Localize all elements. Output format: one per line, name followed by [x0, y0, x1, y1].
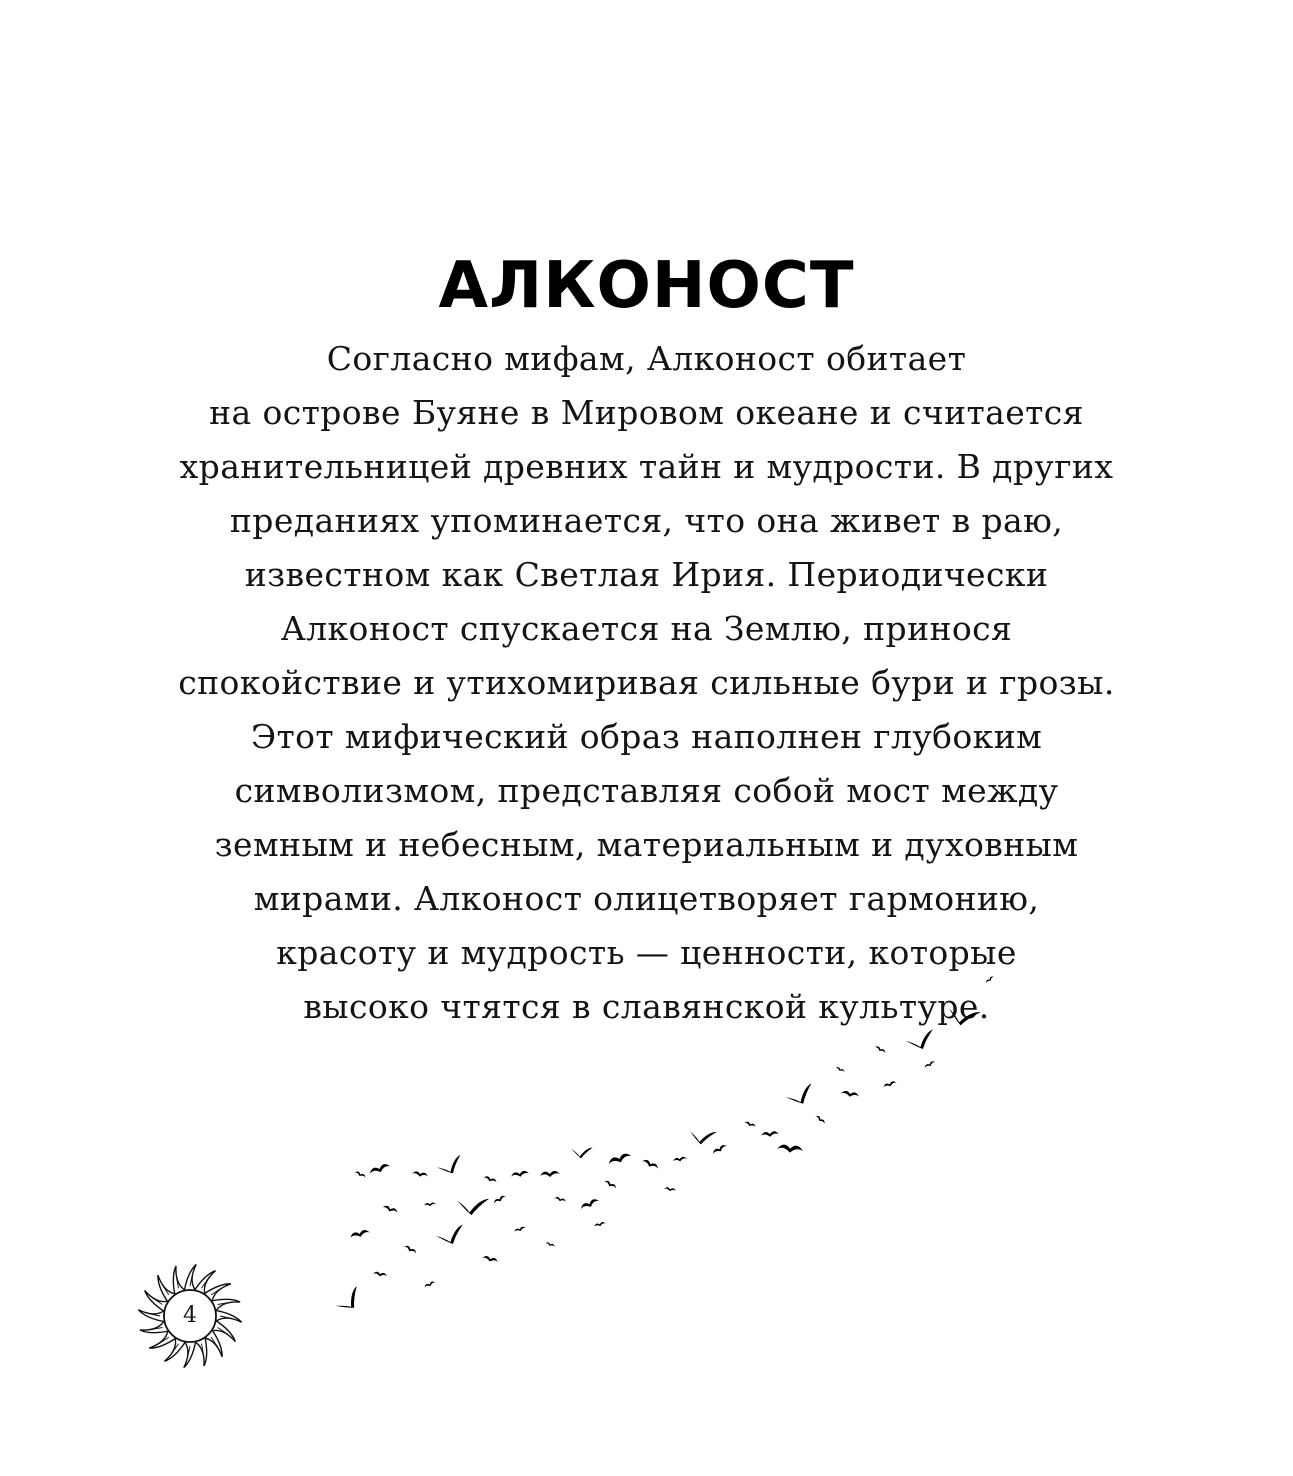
bird-silhouette	[540, 1170, 560, 1177]
bird-silhouette	[545, 1242, 555, 1248]
paragraph-line: хранительницей древних тайн и мудрости. В других	[179, 447, 1114, 486]
bird-silhouette	[874, 1045, 886, 1054]
bird-silhouette	[579, 1197, 600, 1211]
bird-silhouette	[784, 1083, 816, 1107]
bird-silhouette	[514, 1226, 526, 1233]
paragraph-line: преданиях упоминается, что она живет в раю,	[229, 501, 1064, 540]
bird-silhouette	[815, 1114, 826, 1124]
paragraph-line: красоту и мудрость — ценности, которые	[276, 933, 1017, 972]
paragraph-line: мирами. Алконост олицетворяет гармонию,	[253, 879, 1040, 918]
bird-silhouette	[985, 975, 995, 984]
bird-silhouette	[664, 1187, 676, 1192]
bird-silhouette	[435, 1155, 464, 1177]
bird-silhouette	[435, 1224, 466, 1246]
bird-silhouette	[924, 1060, 936, 1069]
bird-silhouette	[603, 1179, 617, 1189]
bird-silhouette	[841, 1090, 860, 1098]
bird-silhouette	[554, 1196, 566, 1202]
bird-silhouette	[482, 1255, 499, 1264]
bird-silhouette	[382, 1204, 399, 1214]
bird-silhouette	[424, 1202, 436, 1206]
paragraph-line: известном как Светлая Ирия. Периодически	[244, 555, 1049, 594]
bird-silhouette	[493, 1194, 507, 1204]
bird-silhouette	[403, 1244, 417, 1254]
paragraph-line: Этот мифический образ наполнен глубоким	[250, 717, 1043, 756]
bird-silhouette	[712, 1143, 728, 1155]
bird-silhouette	[883, 1080, 898, 1089]
bird-silhouette	[673, 1156, 687, 1162]
bird-silhouette	[687, 1125, 716, 1147]
bird-silhouette	[373, 1271, 387, 1277]
bird-silhouette	[641, 1158, 660, 1170]
bird-silhouette	[511, 1170, 530, 1178]
bird-silhouette	[455, 1193, 489, 1217]
paragraph-line: на острове Буяне в Мировом океане и считается	[209, 393, 1084, 432]
paragraph-line: символизмом, представляя собой мост между	[234, 771, 1059, 810]
bird-silhouette	[835, 1066, 845, 1073]
bird-silhouette	[777, 1144, 804, 1154]
bird-silhouette	[349, 1229, 370, 1240]
page-title: АЛКОНОСТ	[438, 249, 855, 323]
bird-silhouette	[761, 1131, 779, 1138]
paragraph-line: земным и небесным, материальным и духовным	[214, 825, 1079, 864]
paragraph-line: Алконост спускается на Землю, принося	[280, 609, 1013, 648]
bird-silhouette	[570, 1144, 593, 1160]
bird-silhouette	[368, 1162, 391, 1175]
bird-silhouette	[945, 1002, 981, 1031]
bird-silhouette	[424, 1280, 436, 1288]
paragraph-line: спокойствие и утихомиривая сильные бури и грозы.	[178, 663, 1115, 702]
bird-silhouette	[905, 1029, 936, 1051]
paragraph-line: высоко чтятся в славянской культуре.	[303, 987, 990, 1026]
bird-silhouette	[332, 1286, 366, 1316]
body-paragraph	[130, 332, 1163, 1034]
paragraph-line: Согласно мифам, Алконост обитает	[326, 339, 967, 378]
bird-silhouette	[607, 1152, 632, 1167]
bird-silhouette	[594, 1221, 606, 1227]
bird-silhouette	[354, 1170, 366, 1178]
bird-silhouette	[483, 1175, 498, 1184]
bird-silhouette	[744, 1121, 756, 1128]
flock-of-birds-illustration	[320, 960, 1020, 1330]
page-number: 4	[183, 1303, 197, 1328]
bird-silhouette	[412, 1171, 429, 1178]
